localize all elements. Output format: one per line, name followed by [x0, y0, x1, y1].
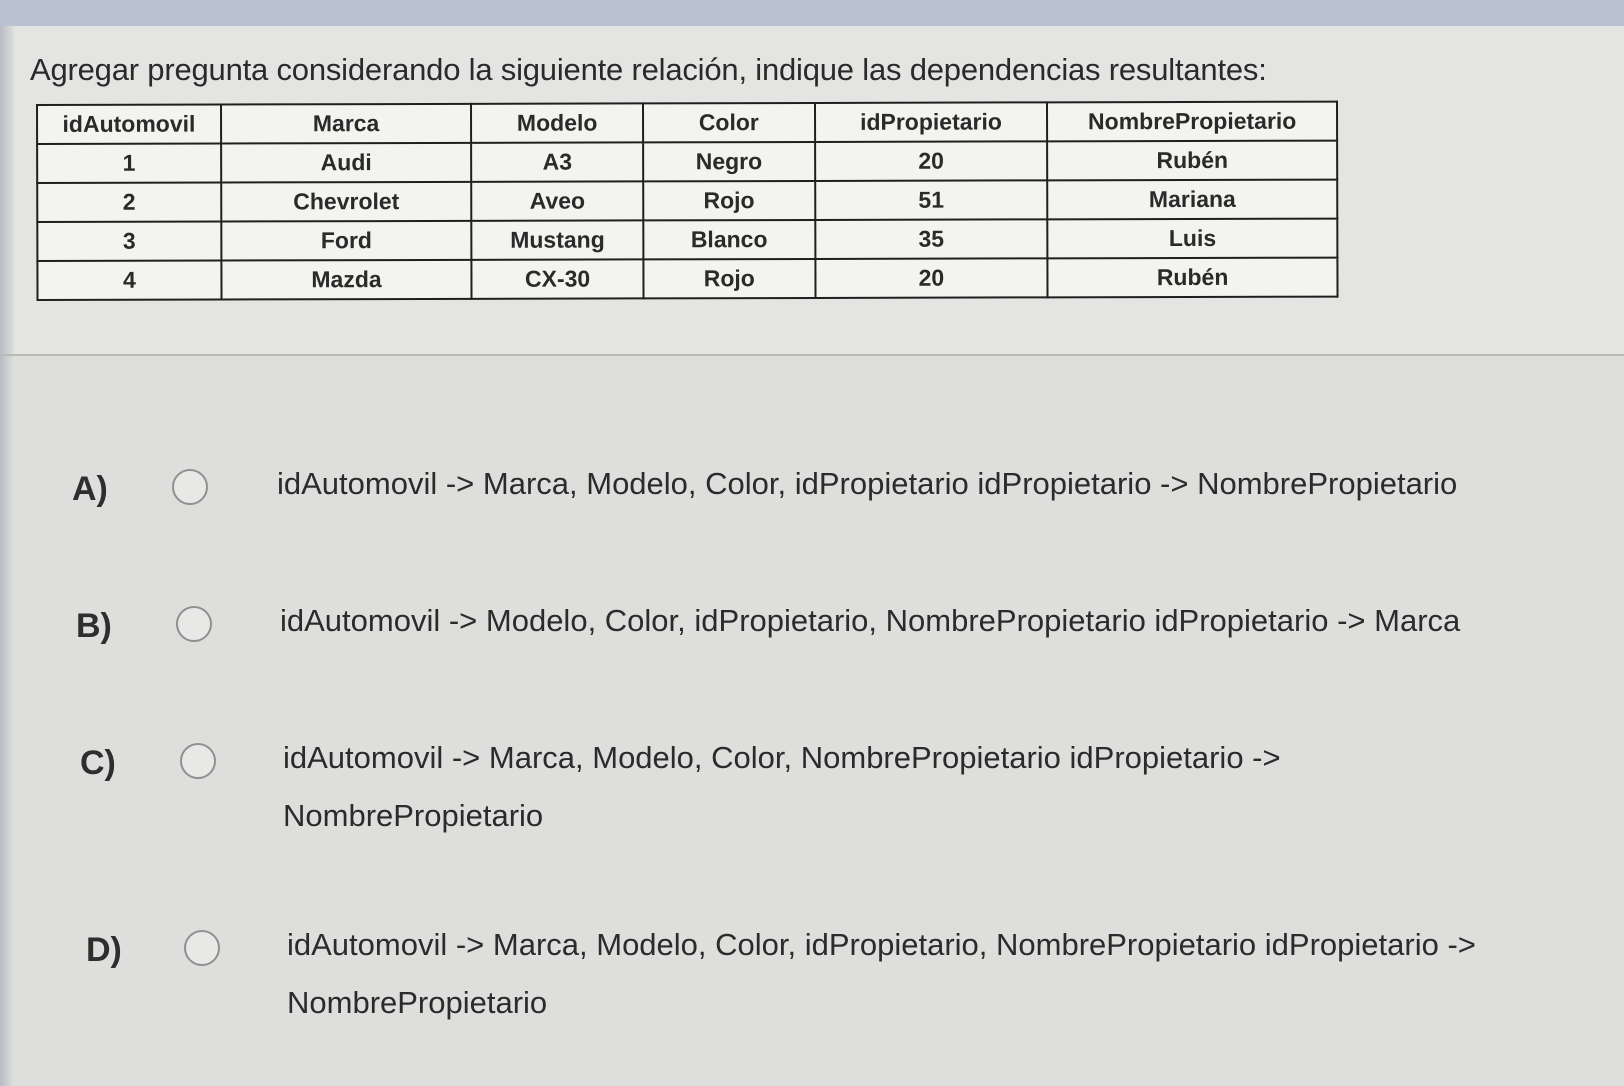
table-cell: Rojo — [643, 259, 815, 298]
table-row — [37, 219, 1337, 261]
card-edge — [0, 26, 14, 1086]
column-header-color: Color — [643, 103, 815, 142]
top-strip — [0, 0, 1624, 26]
table-cell: 1 — [37, 144, 221, 183]
table-cell: Rojo — [643, 181, 815, 220]
table-cell: Rubén — [1048, 258, 1338, 298]
table-cell: 3 — [37, 222, 221, 261]
table-row — [37, 258, 1337, 300]
table-cell: CX-30 — [472, 259, 644, 298]
option-text-c: idAutomovil -> Marca, Modelo, Color, NombrePropietario idPropietario -> NombrePropietario — [283, 740, 1281, 833]
relation-table — [36, 101, 1339, 301]
radio-button-a[interactable] — [172, 469, 208, 505]
radio-button-b[interactable] — [176, 606, 212, 642]
column-header-idpropietario: idPropietario — [815, 102, 1048, 142]
table-cell: 4 — [37, 261, 221, 300]
table-cell: 20 — [815, 258, 1048, 298]
table-cell: Luis — [1048, 219, 1338, 259]
table-cell: Mazda — [221, 260, 472, 300]
table-cell: Ford — [221, 221, 472, 261]
table-header-row — [37, 102, 1337, 144]
column-header-nombrepropietario: NombrePropietario — [1047, 102, 1337, 142]
table-cell: 51 — [815, 180, 1048, 220]
radio-button-c[interactable] — [180, 743, 216, 779]
divider — [0, 354, 1624, 356]
column-header-idautomovil: idAutomovil — [37, 105, 221, 144]
table-cell: Mariana — [1047, 180, 1337, 220]
column-header-marca: Marca — [221, 104, 472, 144]
table-cell: Chevrolet — [221, 182, 472, 222]
radio-button-d[interactable] — [184, 930, 220, 966]
table-cell: Negro — [643, 142, 815, 181]
option-letter-c: C) — [80, 744, 116, 782]
table-cell: 20 — [815, 141, 1048, 181]
table-cell: A3 — [471, 142, 643, 181]
table-cell: 2 — [37, 183, 221, 222]
table-cell: Blanco — [643, 220, 815, 259]
column-header-modelo: Modelo — [471, 103, 643, 142]
table-cell: Audi — [221, 143, 472, 183]
table-cell: Mustang — [472, 220, 644, 259]
table-row — [37, 141, 1337, 183]
option-text-d: idAutomovil -> Marca, Modelo, Color, idPropietario, NombrePropietario idPropietario -> NombrePropietario — [287, 927, 1476, 1020]
table-cell: 35 — [815, 219, 1048, 259]
option-letter-b: B) — [76, 607, 112, 645]
table-row — [37, 180, 1337, 222]
table-cell: Rubén — [1047, 141, 1337, 181]
table-cell: Aveo — [471, 181, 643, 220]
option-text-b: idAutomovil -> Modelo, Color, idPropietario, NombrePropietario idPropietario -> Marca — [280, 603, 1461, 638]
option-text-a: idAutomovil -> Marca, Modelo, Color, idPropietario idPropietario -> NombrePropietario — [277, 466, 1458, 501]
option-letter-a: A) — [72, 470, 108, 508]
question-title: Agregar pregunta considerando la siguiente relación, indique las dependencias resultantes: — [30, 52, 1267, 87]
option-letter-d: D) — [86, 931, 122, 969]
